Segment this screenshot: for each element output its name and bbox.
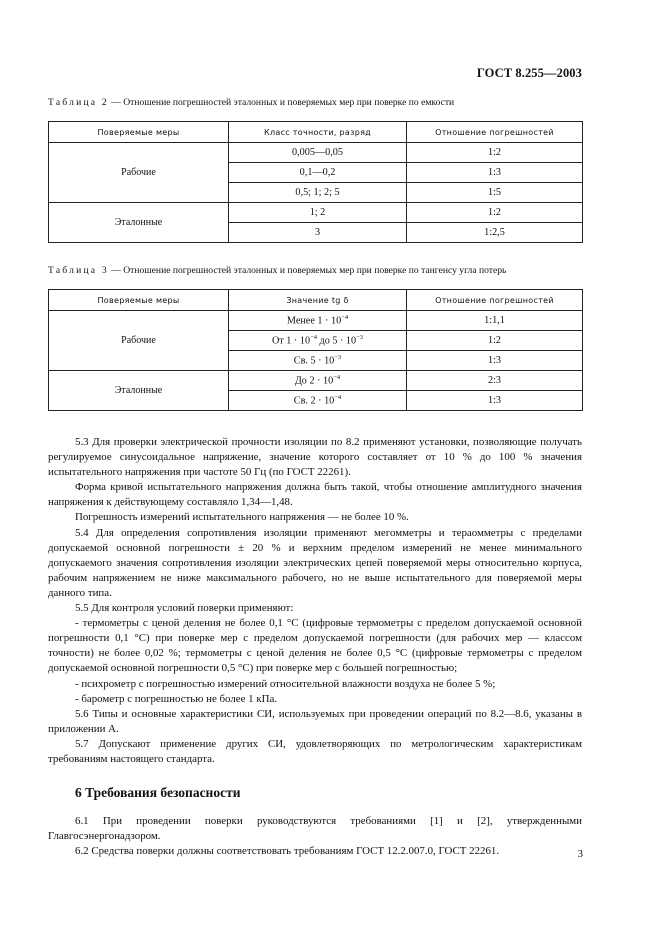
table-header-cell: Поверяемые меры	[49, 290, 229, 311]
paragraph: Форма кривой испытательного напряжения должна быть такой, чтобы отношение амплитудного значения напряжения к действующему составляло 1,34—1,48.	[48, 481, 582, 509]
table2-caption	[48, 97, 454, 108]
paragraph: 5.4 Для определения сопротивления изоляции применяют мегомметры и тераомметры с пределами допускаемой основной погрешности ± 20 % и верхним пределом измерений не менее минимального допускаемого значения сопротивления изоляции электрических цепей поверяемой меры относительно корпуса, рабочим напряжением не ниже максимального рабочего, но не выше испытательного для поверяемой меры данного типа.	[48, 526, 582, 599]
table-cell	[229, 351, 407, 371]
section-title: 6 Требования безопасности	[75, 785, 241, 801]
table-header-cell: Класс точности, разряд	[229, 122, 407, 143]
paragraph: 5.5 Для контроля условий поверки применяют:	[75, 602, 294, 615]
table-cell: 1:2	[407, 331, 583, 351]
table-cell	[229, 311, 407, 331]
tg-value-text: От 1 · 10	[271, 335, 311, 347]
group-cell-reference: Эталонные	[49, 203, 229, 243]
tg-value-text: Менее 1 · 10	[286, 315, 342, 327]
tg-value-text: до 5 · 10	[316, 335, 357, 347]
tg-value-text: Св. 2 · 10	[293, 395, 335, 407]
tg-value-exponent: −4	[310, 334, 317, 342]
table-row	[49, 371, 583, 391]
paragraph: 5.7 Допускают применение других СИ, удовлетворяющих по метрологическим характеристикам требованиям настоящего стандарта.	[48, 737, 582, 765]
table-row	[49, 203, 583, 223]
table2-caption-text: — Отношение погрешностей эталонных и поверяемых мер при поверке по емкости	[108, 97, 455, 108]
paragraph: 5.3 Для проверки электрической прочности изоляции по 8.2 применяют установки, позволяющие получать регулируемое синусоидальное напряжение, значение которого составляет от 10 % до 100 % значения испытательного напряжения при частоте 50 Гц (по ГОСТ 22261).	[48, 436, 582, 479]
table3-caption	[48, 265, 506, 276]
paragraph: 6.2 Средства поверки должны соответствовать требованиям ГОСТ 12.2.007.0, ГОСТ 22261.	[75, 845, 500, 858]
page-number: 3	[577, 848, 583, 860]
table-cell	[229, 331, 407, 351]
table-cell: 0,1—0,2	[229, 163, 407, 183]
table-cell: 1:3	[407, 391, 583, 411]
document-header: ГОСТ 8.255—2003	[476, 66, 582, 80]
table-header-cell: Поверяемые меры	[49, 122, 229, 143]
tg-value-exponent: −3	[334, 354, 342, 362]
list-item: - психрометр с погрешностью измерений относительной влажности воздуха не более 5 %;	[75, 677, 496, 690]
table-header-cell: Отношение погрешностей	[407, 122, 583, 143]
table-cell: 0,5; 1; 2; 5	[229, 183, 407, 203]
table2	[48, 121, 583, 243]
table-row	[49, 311, 583, 331]
tg-value-exponent: −3	[356, 334, 364, 342]
table-header-row	[49, 122, 583, 143]
paragraph: 6.1 При проведении поверки руководствуются требованиями [1] и [2], утвержденными Главгосэнергонадзором.	[48, 815, 582, 843]
table-cell: 1:2	[407, 143, 583, 163]
table3-caption-text: — Отношение погрешностей эталонных и поверяемых мер при поверке по тангенсу угла потерь	[108, 265, 507, 276]
body-text	[48, 435, 582, 859]
table-cell: 1:2,5	[407, 223, 583, 243]
table-header-cell: Отношение погрешностей	[407, 290, 583, 311]
tg-value-exponent: −4	[333, 374, 341, 382]
tg-value-exponent: −4	[334, 394, 342, 402]
tg-value-text: Св. 5 · 10	[293, 355, 335, 367]
table-cell	[229, 371, 407, 391]
table-cell	[229, 391, 407, 411]
tg-value-text: До 2 · 10	[294, 375, 334, 387]
table-cell: 1; 2	[229, 203, 407, 223]
table-cell: 2:3	[407, 371, 583, 391]
table3-caption-label: Таблица 3	[48, 265, 109, 276]
table-cell: 0,005—0,05	[229, 143, 407, 163]
list-item: - термометры с ценой деления не более 0,1 °С (цифровые термометры с пределом допускаемой основной погрешности 0,1 °С) при поверке мер с пределом допускаемой погрешности (для рабочих мер — классом точности) не более 0,02 %; термометры с ценой деления не более 0,5 °С (цифровые термометры с пределом допускаемой основной погрешности 0,5 °С) при поверке мер с большей погрешностью;	[48, 617, 582, 675]
list-item: - барометр с погрешностью не более 1 кПа.	[75, 692, 278, 705]
paragraph: 5.6 Типы и основные характеристики СИ, используемых при проведении операций по 8.2—8.6, указаны в приложении А.	[48, 707, 582, 735]
table-row	[49, 143, 583, 163]
paragraph: Погрешность измерений испытательного напряжения — не более 10 %.	[75, 511, 409, 524]
group-cell-working: Рабочие	[49, 143, 229, 203]
table-cell: 1:3	[407, 351, 583, 371]
group-cell-working: Рабочие	[49, 311, 229, 371]
table-cell: 3	[229, 223, 407, 243]
table-header-row	[49, 290, 583, 311]
table-cell: 1:2	[407, 203, 583, 223]
table3	[48, 289, 583, 411]
table-header-cell: Значение tg δ	[229, 290, 407, 311]
tg-value-exponent: −4	[341, 314, 349, 322]
table2-caption-label: Таблица 2	[48, 97, 109, 108]
table-cell: 1:1,1	[407, 311, 583, 331]
table-cell: 1:3	[407, 163, 583, 183]
group-cell-reference: Эталонные	[49, 371, 229, 411]
table-cell: 1:5	[407, 183, 583, 203]
